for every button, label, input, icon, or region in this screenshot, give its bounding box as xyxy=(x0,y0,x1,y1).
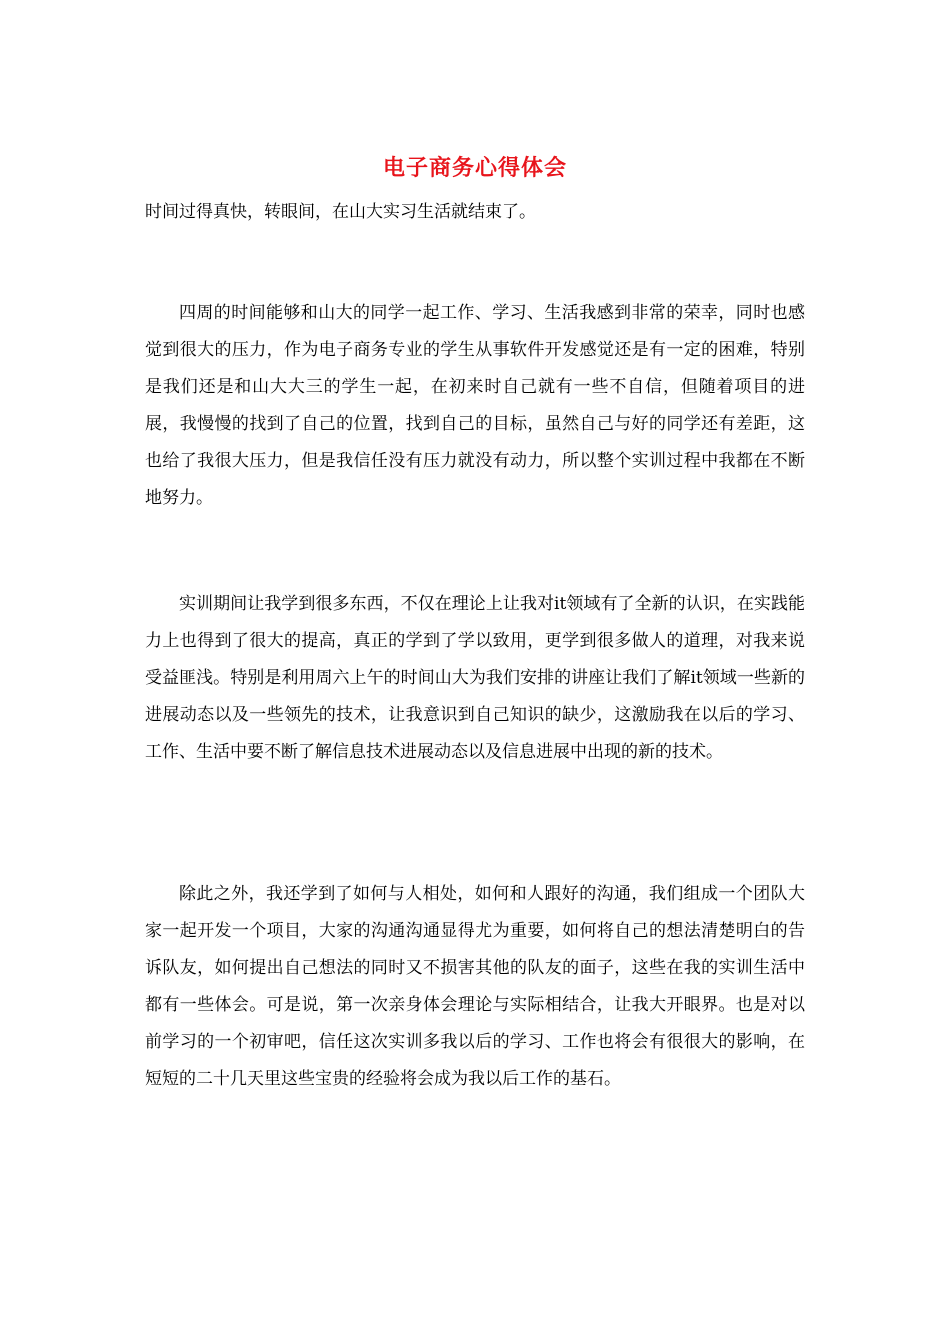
page-title: 电子商务心得体会 xyxy=(382,155,567,181)
paragraph-1: 四周的时间能够和山大的同学一起工作、学习、生活我感到非常的荣幸，同时也感觉到很大的压力，作为电子商务专业的学生从事软件开发感觉还是有一定的困难，特别是我们还是和山大大三的学生一起，在初来时自己就有一些不自信，但随着项目的进展，我慢慢的找到了自己的位置，找到自己的目标，虽然自己与好的同学还有差距，这也给了我很大压力，但是我信任没有压力就没有动力，所以整个实训过程中我都在不断地努力。 xyxy=(145,303,805,508)
intro-line: 时间过得真快，转眼间，在山大实习生活就结束了。 xyxy=(145,202,536,222)
paragraph-2: 实训期间让我学到很多东西，不仅在理论上让我对it领域有了全新的认识，在实践能力上也得到了很大的提高，真正的学到了学以致用，更学到很多做人的道理，对我来说受益匪浅。特别是利用周六上午的时间山大为我们安排的讲座让我们了解it领域一些新的进展动态以及一些领先的技术，让我意识到自己知识的缺少，这激励我在以后的学习、工作、生活中要不断了解信息技术进展动态以及信息进展中出现的新的技术。 xyxy=(145,594,805,762)
paragraph-3: 除此之外，我还学到了如何与人相处，如何和人跟好的沟通，我们组成一个团队大家一起开发一个项目，大家的沟通沟通显得尤为重要，如何将自己的想法清楚明白的告诉队友，如何提出自己想法的同时又不损害其他的队友的面子，这些在我的实训生活中都有一些体会。可是说，第一次亲身体会理论与实际相结合，让我大开眼界。也是对以前学习的一个初审吧，信任这次实训多我以后的学习、工作也将会有很很大的影响，在短短的二十几天里这些宝贵的经验将会成为我以后工作的基石。 xyxy=(145,884,805,1089)
